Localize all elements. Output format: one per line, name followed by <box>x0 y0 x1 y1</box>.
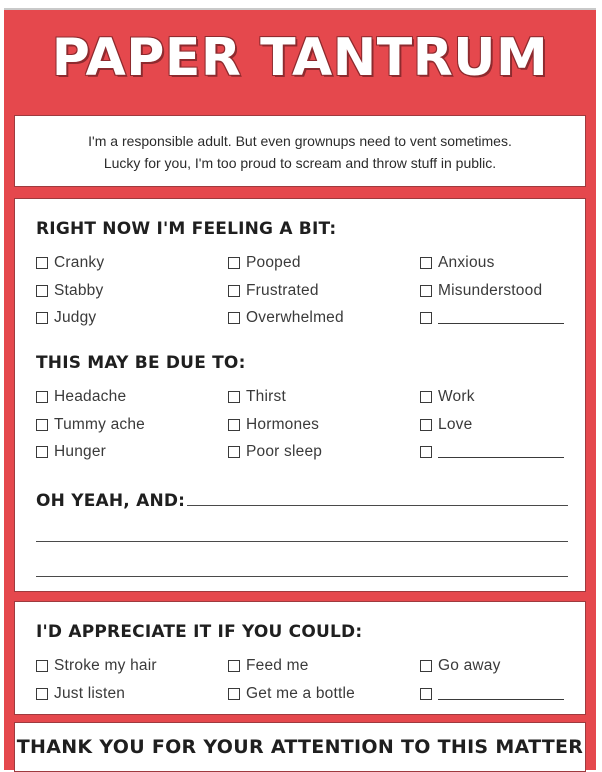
cause-option-poor-sleep[interactable]: Poor sleep <box>228 442 322 462</box>
checkbox[interactable] <box>228 419 240 431</box>
checkbox[interactable] <box>420 391 432 403</box>
checkbox[interactable] <box>36 285 48 297</box>
checkbox[interactable] <box>36 391 48 403</box>
cause-option-hunger[interactable]: Hunger <box>36 442 106 462</box>
request-option-just-listen[interactable]: Just listen <box>36 684 125 704</box>
request-option-go-away[interactable]: Go away <box>420 656 501 676</box>
checkbox[interactable] <box>36 312 48 324</box>
cause-option-hormones[interactable]: Hormones <box>228 415 319 435</box>
checkbox[interactable] <box>228 660 240 672</box>
cause-option-other[interactable] <box>420 442 564 462</box>
feeling-option-cranky[interactable]: Cranky <box>36 253 104 273</box>
feeling-option-judgy[interactable]: Judgy <box>36 308 96 328</box>
feeling-option-misunderstood[interactable]: Misunderstood <box>420 281 542 301</box>
oh-yeah-write-line-2[interactable] <box>36 541 568 542</box>
oh-yeah-heading: OH YEAH, AND: <box>36 491 186 511</box>
request-heading: I'D APPRECIATE IT IF YOU COULD: <box>36 622 363 642</box>
feeling-options <box>36 253 576 336</box>
cause-options <box>36 387 576 470</box>
feeling-option-frustrated[interactable]: Frustrated <box>228 281 319 301</box>
checkbox[interactable] <box>228 285 240 297</box>
intro-line-2: Lucky for you, I'm too proud to scream and throw stuff in public. <box>103 155 497 171</box>
cause-option-tummy-ache[interactable]: Tummy ache <box>36 415 145 435</box>
request-option-other[interactable] <box>420 684 564 704</box>
oh-yeah-write-line-3[interactable] <box>36 576 568 577</box>
write-in-line[interactable] <box>438 688 564 700</box>
checkbox[interactable] <box>36 688 48 700</box>
cause-heading: THIS MAY BE DUE TO: <box>36 353 246 373</box>
checkbox[interactable] <box>36 419 48 431</box>
checkbox[interactable] <box>228 257 240 269</box>
page-title: PAPER TANTRUM <box>51 28 549 88</box>
request-option-feed-me[interactable]: Feed me <box>228 656 309 676</box>
intro-box <box>14 115 586 187</box>
checkbox[interactable] <box>420 446 432 458</box>
cause-option-love[interactable]: Love <box>420 415 472 435</box>
request-option-stroke-my-hair[interactable]: Stroke my hair <box>36 656 157 676</box>
footer-text: THANK YOU FOR YOUR ATTENTION TO THIS MATTER <box>16 736 584 758</box>
feeling-heading: RIGHT NOW I'M FEELING A BIT: <box>36 219 337 239</box>
checkbox[interactable] <box>36 660 48 672</box>
intro-line-1: I'm a responsible adult. But even grownups need to vent sometimes. <box>88 133 512 149</box>
checkbox[interactable] <box>228 391 240 403</box>
main-form-box <box>14 198 586 592</box>
checkbox[interactable] <box>420 688 432 700</box>
checkbox[interactable] <box>228 312 240 324</box>
feeling-option-overwhelmed[interactable]: Overwhelmed <box>228 308 344 328</box>
request-box <box>14 601 586 715</box>
cause-option-work[interactable]: Work <box>420 387 475 407</box>
checkbox[interactable] <box>420 257 432 269</box>
oh-yeah-write-line-1[interactable] <box>187 505 568 506</box>
checkbox[interactable] <box>36 446 48 458</box>
write-in-line[interactable] <box>438 446 564 458</box>
checkbox[interactable] <box>228 446 240 458</box>
checkbox[interactable] <box>420 312 432 324</box>
checkbox[interactable] <box>420 419 432 431</box>
feeling-option-pooped[interactable]: Pooped <box>228 253 301 273</box>
feeling-option-other[interactable] <box>420 308 564 328</box>
feeling-option-stabby[interactable]: Stabby <box>36 281 103 301</box>
write-in-line[interactable] <box>438 312 564 324</box>
footer-box <box>14 722 586 772</box>
feeling-option-anxious[interactable]: Anxious <box>420 253 495 273</box>
checkbox[interactable] <box>420 285 432 297</box>
checkbox[interactable] <box>36 257 48 269</box>
checkbox[interactable] <box>420 660 432 672</box>
notepad-page <box>4 8 596 770</box>
cause-option-headache[interactable]: Headache <box>36 387 126 407</box>
request-option-get-me-a-bottle[interactable]: Get me a bottle <box>228 684 355 704</box>
cause-option-thirst[interactable]: Thirst <box>228 387 286 407</box>
checkbox[interactable] <box>228 688 240 700</box>
request-options <box>36 656 576 711</box>
